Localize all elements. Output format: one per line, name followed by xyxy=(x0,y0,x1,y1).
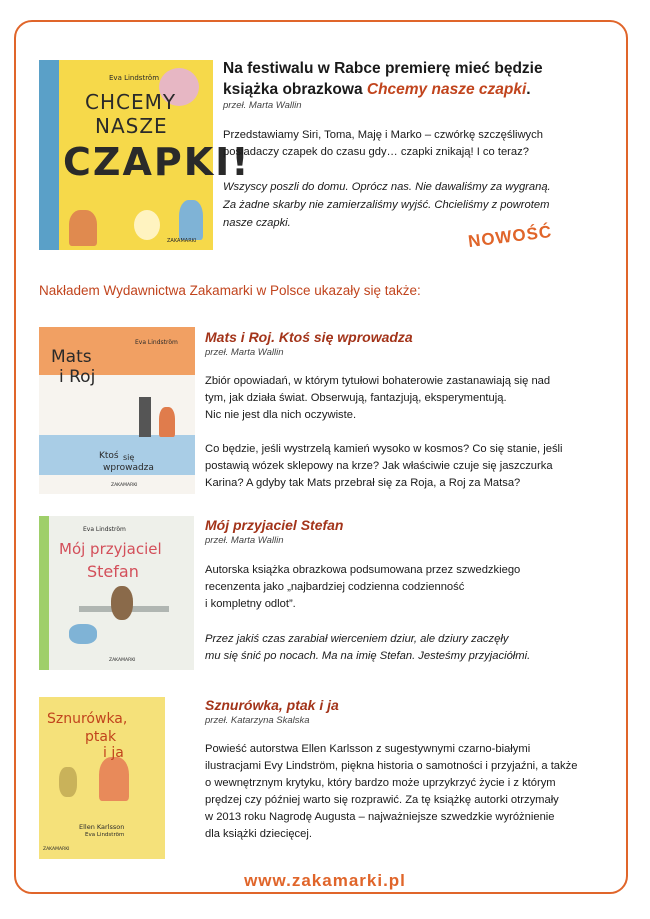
cover-subtitle-line3: wprowadza xyxy=(103,463,154,473)
desc-line: i kompletny odlot”. xyxy=(205,598,296,610)
cover-author: Eva Lindström xyxy=(83,526,126,533)
book-description xyxy=(205,741,625,843)
new-badge: NOWOŚĆ xyxy=(467,221,554,252)
featured-desc-line1: Przedstawiamy Siri, Toma, Maję i Marko – czwórkę szczęśliwych xyxy=(223,129,543,141)
cover-subtitle-line2: się xyxy=(123,453,135,462)
book-title-mats-i-roj: Mats i Roj. Ktoś się wprowadza xyxy=(205,329,413,345)
cover-title-line2: ptak xyxy=(85,729,117,745)
desc-line: dla książki dziecięcej. xyxy=(205,828,312,840)
quote-line: Przez jakiś czas zarabiał wierceniem dziur, ale dziury zaczęły xyxy=(205,633,509,645)
cover-chcemy-nasze-czapki xyxy=(39,60,251,250)
cover-publisher: ZAKAMARKI xyxy=(109,658,136,663)
book-description xyxy=(205,373,625,424)
cover-sznurowka-ptak-i-ja xyxy=(39,697,165,859)
headline-line1: Na festiwalu w Rabce premierę mieć będzie xyxy=(223,60,543,77)
desc-line: Autorska książka obrazkowa podsumowana przez szwedzkiego xyxy=(205,564,521,576)
featured-quote-line3: nasze czapki. xyxy=(223,217,291,229)
featured-quote-line1: Wszyscy poszli do domu. Oprócz nas. Nie dawaliśmy za wygraną. xyxy=(223,181,551,193)
featured-quote xyxy=(223,178,618,232)
headline-end: . xyxy=(526,81,531,98)
cover-title-line1: Mats xyxy=(51,347,92,367)
cover-publisher: ZAKAMARKI xyxy=(111,483,138,488)
cover-title-line2: NASZE xyxy=(95,114,168,138)
quote-line: mu się śnić po nocach. Ma na imię Stefan. Jesteśmy przyjaciółmi. xyxy=(205,650,531,662)
desc-line: Co będzie, jeśli wystrzelą kamień wysoko w kosmos? Co się stanie, jeśli xyxy=(205,443,563,455)
book-description-2 xyxy=(205,441,625,492)
cover-title-line1: CHCEMY xyxy=(85,90,177,114)
book-description xyxy=(205,562,625,613)
headline-line2-text: książka obrazkowa xyxy=(223,81,367,98)
desc-line: Zbiór opowiadań, w którym tytułowi bohaterowie zastanawiają się nad xyxy=(205,375,551,387)
cover-publisher: ZAKAMARKI xyxy=(43,847,70,852)
featured-translator: przeł. Marta Wallin xyxy=(223,100,302,111)
desc-line: prędzej czy później warto się rozprawić. Za tę książkę autorki otrzymały xyxy=(205,794,559,806)
cover-author-1: Ellen Karlsson xyxy=(79,823,125,831)
cover-mats-i-roj xyxy=(39,327,195,494)
cover-author: Eva Lindström xyxy=(135,339,178,346)
desc-line: recenzenta jako „najbardziej codzienna codzienność xyxy=(205,581,465,593)
book-translator: przeł. Marta Wallin xyxy=(205,535,284,546)
desc-line: ilustracjami Evy Lindström, piękna historia o samotności i przyjaźni, a także xyxy=(205,760,578,772)
desc-line: Karina? A gdyby tak Mats przebrał się za Roja, a Roj za Matsa? xyxy=(205,477,521,489)
cover-title-line3: CZAPKI! xyxy=(63,140,251,184)
cover-title-line3: i ja xyxy=(103,745,124,761)
cover-subtitle-line1: Ktoś xyxy=(99,451,119,461)
desc-line: tym, jak działa świat. Obserwują, fantazjują, eksperymentują. xyxy=(205,392,507,404)
cover-title-line2: Stefan xyxy=(87,562,139,581)
desc-line: Powieść autorstwa Ellen Karlsson z sugestywnymi czarno-białymi xyxy=(205,743,531,755)
cover-moj-przyjaciel-stefan xyxy=(39,516,194,670)
book-translator: przeł. Marta Wallin xyxy=(205,347,284,358)
featured-headline xyxy=(223,58,613,100)
cover-title-line1: Sznurówka, xyxy=(47,711,128,727)
desc-line: o wewnętrznym krytyku, który bardzo może uprzykrzyć życie i z którym xyxy=(205,777,556,789)
featured-desc-line2: posiadaczy czapek do czasu gdy… czapki znikają! I co teraz? xyxy=(223,146,529,158)
cover-title-line2: i Roj xyxy=(59,367,96,387)
cover-publisher: ZAKAMARKI xyxy=(167,238,197,244)
book-translator: przeł. Katarzyna Skalska xyxy=(205,715,310,726)
featured-description xyxy=(223,127,618,161)
cover-author: Eva Lindström xyxy=(109,74,160,82)
book-title-moj-przyjaciel-stefan: Mój przyjaciel Stefan xyxy=(205,517,344,533)
section-heading: Nakładem Wydawnictwa Zakamarki w Polsce ukazały się także: xyxy=(39,283,421,298)
book-title-sznurowka: Sznurówka, ptak i ja xyxy=(205,697,339,713)
footer-website-link[interactable]: www.zakamarki.pl xyxy=(244,871,406,890)
desc-line: postawią wózek sklepowy na krze? Jak właściwie czuje się jaszczurka xyxy=(205,460,553,472)
headline-line2 xyxy=(223,79,613,100)
book-quote xyxy=(205,631,625,665)
cover-author-2: Eva Lindström xyxy=(85,832,125,838)
cover-title-line1: Mój przyjaciel xyxy=(59,540,162,558)
featured-quote-line2: Za żadne skarby nie zamierzaliśmy wyjść. Chcieliśmy z powrotem xyxy=(223,199,550,211)
desc-line: w 2013 roku Nagrodę Augusta – najważniejsze szwedzkie wyróżnienie xyxy=(205,811,555,823)
featured-book-title: Chcemy nasze czapki xyxy=(366,81,527,98)
desc-line: Nic nie jest dla nich oczywiste. xyxy=(205,409,357,421)
